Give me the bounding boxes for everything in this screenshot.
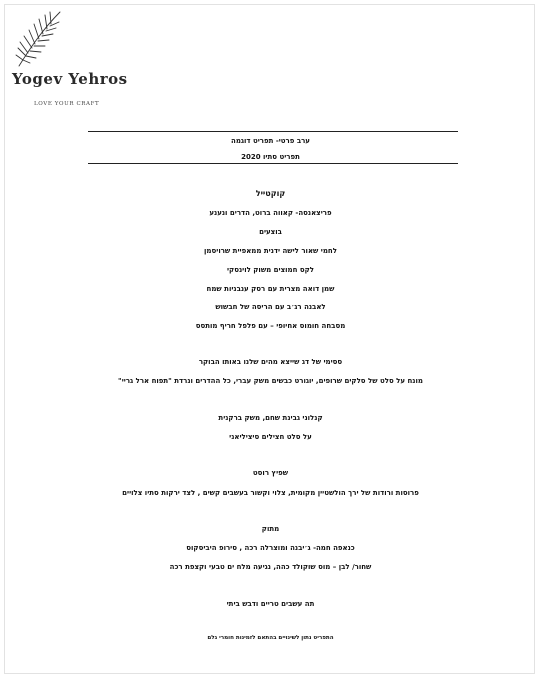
appetizer-item: שמן דואה מצרית עם רסק ענבניות שמח — [206, 285, 335, 293]
menu-season: תפריט סתיו 2020 — [241, 153, 300, 161]
fish-title: ססימי של דג שייצא מהים שלנו באותו הבוקר — [198, 358, 343, 366]
main-course-item: פרוסות ורודות של ירך הולשטיין מקומית, צלוי וקשור בעשבים קשים , לצד ירקות סתיו צלויים — [122, 489, 419, 497]
appetizer-item: מסבחה חומוס אחיופי – עם פלפל חריף מותסס — [195, 322, 346, 330]
footer-note: התפריט נתון לשינויים בהתאם לזמינות חומרי גלם — [207, 635, 334, 641]
cannelloni-item: על סלט חצילים סיציליאני — [229, 433, 312, 441]
main-course-title: שפיץ רוסט — [252, 469, 289, 477]
brand-name: Yogev Yehros — [12, 70, 128, 88]
fish-item: מונח על סלט של סלקים שרופים, יוגורט כבשים משק עברי, כל ההדרים ונרדת "תפוח ארל גריי" — [118, 377, 423, 385]
dessert-item: שחור/ לבן – מוס שוקולד כהה, נגיעה מלח ים טבעי וקצפת רכה — [169, 563, 372, 571]
cocktail-item: פריצאנסה- קאווה ברוט, הדרים ונענע — [209, 209, 332, 217]
dessert-title: מתוק — [261, 525, 280, 533]
appetizer-item: לאבנה רג׳ב עם הריסה של חבשוש — [215, 303, 326, 311]
appetizer-item: לקס חמוצים משוק לוינסקי — [226, 266, 314, 274]
event-title: ערב פרטי- תפריט דוגמה — [231, 137, 310, 145]
dessert-item: כנאפה חמה- ג׳יבנה ומוצרלה רכה , סירופ היביסקוס — [186, 544, 355, 552]
brand-tagline: LOVE YOUR CRAFT — [34, 101, 100, 107]
header-top-rule — [88, 131, 458, 132]
cannelloni-title: קנלוני גבינת שחם, משק ברקנית — [218, 414, 323, 422]
appetizer-item: לחמי שאור לישה ידנית ממאפיית שרויסמן — [204, 247, 337, 255]
cocktail-title: קוקטייל — [255, 189, 286, 198]
appetizers-title: בוצעים — [259, 228, 282, 236]
header-bottom-rule — [88, 163, 458, 164]
olive-branch-logo-icon — [14, 8, 64, 70]
tea-item: תה עשבים טריים ודבש ביתי — [226, 600, 315, 608]
